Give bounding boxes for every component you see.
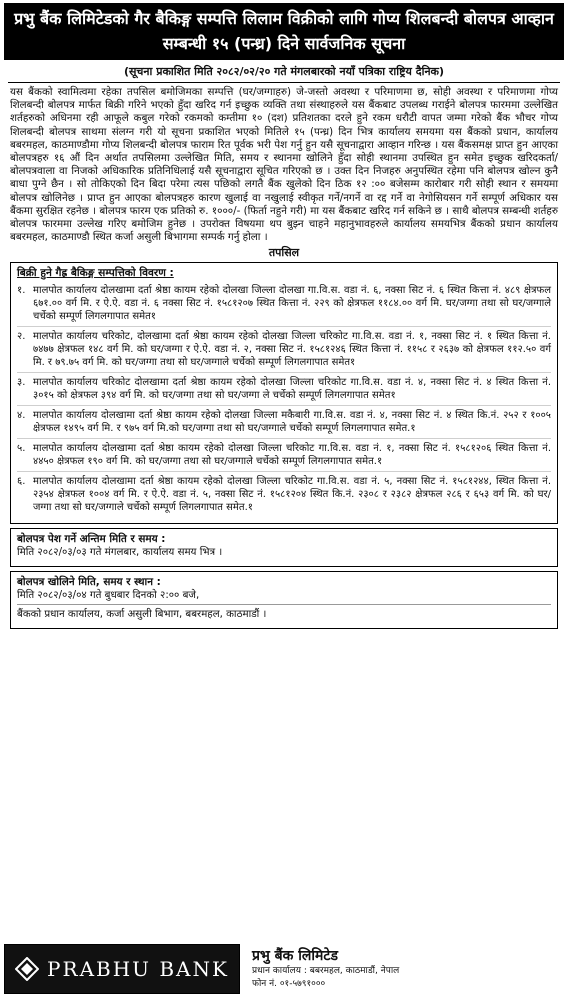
- opening-label: बोलपत्र खोलिने मिति, समय र स्थान :: [17, 575, 161, 588]
- item-text: [33, 442, 551, 468]
- item-count: १: [150, 311, 156, 323]
- item-number: २.: [17, 331, 26, 343]
- item-description: मालपोत कार्यालय चरिकोट, दोलखामा दर्ता श्रेष्ठा कायम रहेको दोलखा जिल्ला चरिकोट गा.वि.स. वडा नं. १, नक्सा सिट नं. १ स्थित कित्ता नं. ७४७७ क्षेत्रफल १४८ वर्ग मि. को घर/जग्गा र ऐ.ऐ. वडा नं. २, नक्सा सिट नं. १५८१२४६ स्थित कित्ता नं. ११५८ र २६३७ को क्षेत्रफल ११२.५० वर्ग मि. र ७९.७५ वर्ग मि. को घर/जग्गा तथा सो घर/जग्गाले चर्चेको सम्पूर्ण लिगलगापात समेत: [33, 331, 551, 369]
- item-text: [33, 409, 551, 435]
- item-number: १.: [17, 285, 26, 297]
- item-number: ५.: [17, 443, 26, 455]
- item-number: ६.: [17, 476, 26, 488]
- list-item: [17, 283, 551, 327]
- list-item: [17, 441, 551, 472]
- notice-body: यस बैंकको स्वामित्वमा रहेका तपसिल बमोजिमका सम्पत्ति (घर/जग्गाहरु) जे-जस्तो अवस्था र परिमाणमा छ, सोही अवस्था र परिमाणमा गोप्य शिलबन्दी बोलपत्र मार्फत बिक्री गरिने भएको हुँदा खरिद गर्न इच्छुक व्यक्ति तथा संस्थाहरुले यस बैंकबाट उपलब्ध गराईने बोलपत्र फारममा उल्लेखित शर्तहरुको अधिनमा रही आफूले कबुल गरेको रकमको कम्तीमा १० (दश) प्रतिशतका दरले हुने रकम धरौटी वापत जम्मा गरेको बैंक भौचर गोप्य शिलबन्दी बोलपत्र साथमा संलग्न गरी यो सूचना प्रकाशित भएको मितिले १५ (पन्ध्र) दिन भित्र कार्यालय समयमा यस बैंकको प्रधान, कार्यालय बबरमहल, काठमाण्डौमा गोप्य शिलबन्दी बोलपत्र फाराम रित पूर्वक भरी पेश गर्नु हुन यसै सूचनाद्वारा आव्हान गरिन्छ । यस बैंकसमक्ष प्राप्त हुन आएका बोलपत्रहरु १६ औं दिन अर्थात तपसिलमा उल्लेखित मिति, समय र स्थानमा खोलिने हुँदा सोही स्थानमा उपस्थित हुन समेत इच्छुक खरिदकर्ता/बोलपत्रवाला वा निजको अधिकारिक प्रतिनिधिलाई यसै सूचनाद्वारा सूचित गरिएको छ । उक्त दिन निजहरु अनुपस्थित रहेमा पनि बोलपत्र खोल्न कुनै बाधा पुग्ने छैन । सो तोकिएको दिन बिदा परेमा त्यस पछिको लगतै बैंक खुलेको दिन ठिक १२ :०० बजेसम्म कारोबार गरी सोही स्थान र समयमा बोलपत्र खोलिनेछ । प्राप्त हुन आएका बोलपत्रहरु कारण खुलाई वा नखुलाई स्वीकृत गर्ने/नगर्ने वा रद्द गर्ने वा नेगोसियसन गर्ने सम्पूर्ण अधिकार यस बैंकमा सुरक्षित रहनेछ । बोलपत्र फारम एक प्रतिको रु. १०००/- (फिर्ता नहुने गरी) मा यस बैंकबाट खरिद गर्न सकिने छ । साथै बोलपत्र सम्बन्धी शर्तहरु बोलपत्र फारममा उल्लेख गरिए बमोजिम हुनेछ । उपरोक्त विषयमा थप बुझ्न चाहने महानुभावहरुले कार्यालय समयभित्र बैंकको प्रधान कार्यालय बबरमहल, काठमाण्डौ स्थित कर्जा असुली बिभागमा सम्पर्क गर्नु होला ।: [10, 86, 558, 244]
- item-text: [33, 475, 551, 514]
- opening-location: बैंकको प्रधान कार्यालय, कर्जा असुली बिभाग, बबरमहल, काठमाडौं ।: [17, 609, 267, 621]
- item-text: [33, 376, 551, 402]
- item-count: १: [350, 357, 356, 369]
- footer: [4, 943, 564, 995]
- item-count: १: [376, 456, 383, 468]
- item-number: ३.: [17, 377, 26, 389]
- deadline-label: बोलपत्र पेश गर्ने अन्तिम मिति र समय :: [17, 533, 166, 546]
- item-count: १: [410, 423, 416, 435]
- item-description: मालपोत कार्यालय दोलखामा दर्ता श्रेष्ठा कायम रहेको दोलखा जिल्ला दोलखा गा.वि.स. वडा नं. ६, नक्सा सिट नं. ६ स्थित कित्ता नं. ४८९ क्षेत्रफल ६७१.०० वर्ग मि. र ऐ.ऐ. वडा नं. ६ नक्सा सिट नं. १५८१२०७ स्थित कित्ता नं. २२९ को क्षेत्रफल ११८४.०० वर्ग मि. घर/जग्गा तथा सो घर/जग्गाले चर्चेको सम्पूर्ण लिगलगापात समेत: [33, 285, 551, 323]
- item-text: [33, 330, 551, 369]
- opening-box: [10, 571, 558, 629]
- diamond-icon: [15, 957, 39, 981]
- item-count: १: [247, 502, 253, 514]
- opening-date-time: मिति २०८२/०३/०४ गते बुधबार दिनको २:०० बजे,: [17, 589, 551, 606]
- list-item: [17, 474, 551, 517]
- notice-title: प्रभु बैंक लिमिटेडको गैर बैकिङ्ग सम्पत्ति लिलाम विक्रीको लागि गोप्य शिलबन्दी बोलपत्र आव्हान सम्बन्धी १५ (पन्ध्र) दिने सार्वजनिक सूचना: [4, 3, 564, 60]
- office-address: प्रधान कार्यालय : बबरमहल, काठमाडौं, नेपाल: [252, 966, 400, 976]
- item-number: ४.: [17, 410, 26, 422]
- contact-block: [252, 947, 399, 991]
- bank-logo: [4, 944, 240, 994]
- item-description: मालपोत कार्यालय दोलखामा दर्ता श्रेष्ठा कायम रहेको दोलखा जिल्ला चरिकोट गा.वि.स. वडा नं. ५, नक्सा सिट नं. १५८१२४४, स्थित कित्ता नं. २३५४ क्षेत्रफल १००४ वर्ग मि. र ऐ.ऐ. वडा नं. ५, नक्सा सिट नं. १५८१२०४ स्थित कि.नं. २३०८ र २३८२ क्षेत्रफल २८६ र ६५३ वर्ग मि. को घर/जग्गा तथा सो घर/जग्गाले चर्चेको सम्पूर्ण लिगलगापात समेत.: [33, 476, 551, 514]
- item-count: १: [390, 390, 396, 402]
- deadline-value: मिति २०८२/०३/०३ गते मंगलबार, कार्यालय समय भित्र ।: [17, 547, 223, 559]
- list-item: [17, 329, 551, 373]
- phone-number: फोन नं. ०१-५७९१०००: [252, 979, 326, 989]
- item-description: मालपोत कार्यालय दोलखामा दर्ता श्रेष्ठा कायम रहेको दोलखा जिल्ला मकैबारी गा.वि.स. वडा नं. ४, नक्सा सिट नं. ४ स्थित कि.नं. २५२ र १००५ क्षेत्रफल १४९५ वर्ग मि. र ९७५ वर्ग मि.को घर/जग्गा तथा सो घर/जग्गाले चर्चेको सम्पूर्ण लिगलगापात समेत.: [33, 410, 551, 435]
- bank-name: प्रभु बैंक लिमिटेड: [252, 948, 338, 964]
- list-item: [17, 408, 551, 439]
- section-heading: तपसिल: [268, 246, 300, 260]
- notice-subtitle: (सूचना प्रकाशित मिति २०८२/०२/२० गते मंगलबारको नयाँ पत्रिका राष्ट्रिय दैनिक): [8, 63, 560, 83]
- list-item: [17, 375, 551, 406]
- item-description: मालपोत कार्यालय चरिकोट दोलखामा दर्ता श्रेष्ठा कायम रहेको दोलखा जिल्ला चरिकोट गा.वि.स. वडा नं. ४, नक्सा सिट नं. ४ स्थित कित्ता नं. ३०१५ को क्षेत्रफल ३९४ वर्ग मि. को घर/जग्गा तथा सो घर/जग्गा ले चर्चेको सम्पूर्ण लिगलगापात समेत: [33, 377, 551, 402]
- logo-text: PRABHU BANK: [47, 957, 229, 981]
- deadline-box: [10, 528, 558, 567]
- property-schedule: [10, 262, 558, 524]
- schedule-heading: बिक्री हुने गैह्र बैकिङ्ग सम्पत्तिको विवरण :: [17, 267, 174, 280]
- item-text: [33, 284, 551, 323]
- item-description: मालपोत कार्यालय दोलखामा दर्ता श्रेष्ठा कायम रहेको दोलखा जिल्ला चरिकोट गा.वि.स. वडा नं. १, नक्सा सिट नं. १५८१२०६ स्थित कित्ता नं. ४४५० क्षेत्रफल १९० वर्ग मि. को घर/जग्गा तथा सो घर/जग्गाले चर्चेको सम्पूर्ण लिगलगापात समेत.: [33, 443, 551, 468]
